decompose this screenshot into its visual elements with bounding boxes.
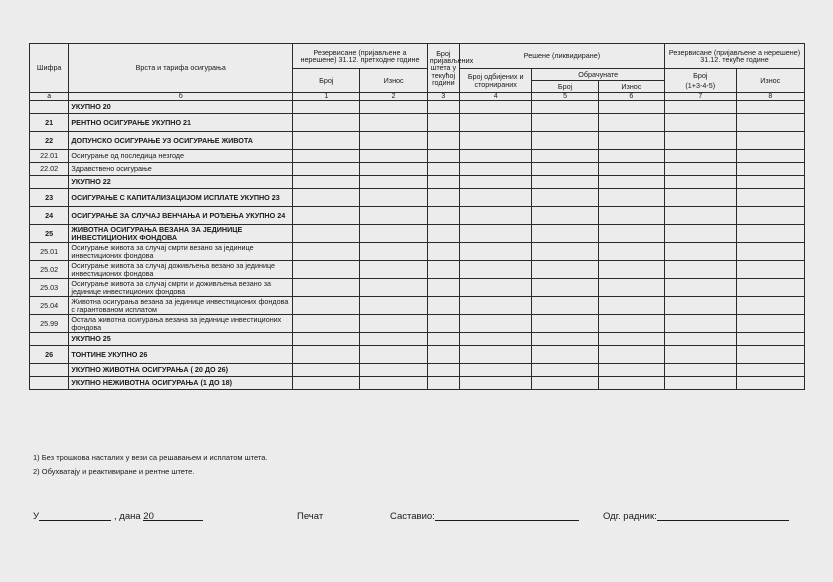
header-rejected: Број одбијених и сторнираних — [459, 69, 532, 93]
value-cell[interactable] — [293, 346, 360, 364]
value-cell[interactable] — [427, 114, 459, 132]
header-calc-amount: Износ — [598, 81, 664, 93]
row-description: УКУПНО НЕЖИВОТНА ОСИГУРАЊА (1 ДО 18) — [69, 377, 293, 390]
value-cell[interactable] — [427, 176, 459, 189]
value-cell[interactable] — [598, 364, 664, 377]
value-cell[interactable] — [736, 189, 804, 207]
index-cell: а — [30, 93, 69, 101]
value-cell[interactable] — [665, 279, 736, 297]
value-cell[interactable] — [532, 346, 598, 364]
header-prev-count: Број — [293, 69, 360, 93]
header-reserved-curr: Резервисане (пријављене а нерешене) 31.12. текуће године — [665, 44, 805, 69]
footnote: 1) Без трошкова насталих у вези са решавањем и исплатом штета. — [33, 453, 268, 462]
table-row — [30, 207, 805, 225]
value-cell[interactable] — [459, 176, 532, 189]
value-cell[interactable] — [532, 189, 598, 207]
table-row — [30, 101, 805, 114]
value-cell[interactable] — [598, 163, 664, 176]
value-cell[interactable] — [293, 243, 360, 261]
value-cell[interactable] — [665, 261, 736, 279]
value-cell[interactable] — [459, 163, 532, 176]
value-cell[interactable] — [532, 207, 598, 225]
value-cell[interactable] — [459, 101, 532, 114]
value-cell[interactable] — [360, 101, 427, 114]
row-code: 24 — [30, 207, 69, 225]
index-cell: 6 — [598, 93, 664, 101]
value-cell[interactable] — [293, 189, 360, 207]
row-code: 25.01 — [30, 243, 69, 261]
year-label: 20 — [143, 511, 154, 522]
value-cell[interactable] — [736, 297, 804, 315]
value-cell[interactable] — [665, 101, 736, 114]
value-cell[interactable] — [736, 377, 804, 390]
header-reserved-prev: Резервисане (пријављене а нерешене) 31.12. претходне године — [293, 44, 428, 69]
value-cell[interactable] — [293, 279, 360, 297]
header-count-formula: (1+3-4-5) — [685, 81, 716, 90]
value-cell[interactable] — [598, 114, 664, 132]
value-cell[interactable] — [736, 279, 804, 297]
value-cell[interactable] — [532, 261, 598, 279]
value-cell[interactable] — [598, 189, 664, 207]
value-cell[interactable] — [427, 225, 459, 243]
header-curr-count-cell — [665, 69, 736, 93]
value-cell[interactable] — [736, 101, 804, 114]
header-calc-count: Број — [532, 81, 598, 93]
value-cell[interactable] — [736, 346, 804, 364]
header-curr-amount: Износ — [736, 69, 804, 93]
table-row — [30, 346, 805, 364]
row-description: Здравствено осигурање — [69, 163, 293, 176]
value-cell[interactable] — [427, 333, 459, 346]
table-row — [30, 243, 805, 261]
value-cell[interactable] — [360, 150, 427, 163]
year-line[interactable] — [154, 511, 176, 521]
value-cell[interactable] — [665, 346, 736, 364]
value-cell[interactable] — [427, 261, 459, 279]
compiled-field — [390, 511, 435, 522]
value-cell[interactable] — [293, 132, 360, 150]
table-row — [30, 189, 805, 207]
value-cell[interactable] — [459, 297, 532, 315]
place-field — [33, 511, 39, 522]
value-cell[interactable] — [736, 150, 804, 163]
value-cell[interactable] — [532, 333, 598, 346]
value-cell[interactable] — [293, 150, 360, 163]
value-cell[interactable] — [598, 315, 664, 333]
value-cell[interactable] — [598, 279, 664, 297]
value-cell[interactable] — [736, 114, 804, 132]
row-code: 25.99 — [30, 315, 69, 333]
row-description: Животна осигурања везана за јединице инвестиционих фондова с гарантованом исплатом — [69, 297, 293, 315]
row-description: ДОПУНСКО ОСИГУРАЊЕ УЗ ОСИГУРАЊЕ ЖИВОТА — [69, 132, 293, 150]
value-cell[interactable] — [360, 132, 427, 150]
value-cell[interactable] — [532, 279, 598, 297]
row-description: ОСИГУРАЊЕ С КАПИТАЛИЗАЦИЈОМ ИСПЛАТЕ УКУПНО 23 — [69, 189, 293, 207]
row-description: УКУПНО 22 — [69, 176, 293, 189]
row-code — [30, 101, 69, 114]
value-cell[interactable] — [598, 101, 664, 114]
header-claims-count: Број пријављених штета у текућој години — [427, 44, 459, 93]
value-cell[interactable] — [427, 207, 459, 225]
row-code: 22.02 — [30, 163, 69, 176]
value-cell[interactable] — [532, 114, 598, 132]
value-cell[interactable] — [665, 243, 736, 261]
row-code: 22.01 — [30, 150, 69, 163]
row-description: Осигурање живота за случај доживљења везано за јединице инвестиционих фондова — [69, 261, 293, 279]
header-type: Врста и тарифа осигурања — [69, 44, 293, 93]
value-cell[interactable] — [360, 163, 427, 176]
value-cell[interactable] — [532, 150, 598, 163]
value-cell[interactable] — [427, 364, 459, 377]
header-calculated: Обрачунате — [532, 69, 665, 81]
value-cell[interactable] — [427, 279, 459, 297]
value-cell[interactable] — [360, 377, 427, 390]
value-cell[interactable] — [736, 176, 804, 189]
value-cell[interactable] — [459, 279, 532, 297]
index-cell: б — [69, 93, 293, 101]
footnotes — [33, 451, 268, 479]
value-cell[interactable] — [736, 163, 804, 176]
value-cell[interactable] — [736, 333, 804, 346]
responsible-label: Одг. радник: — [603, 511, 657, 522]
row-code — [30, 364, 69, 377]
value-cell[interactable] — [360, 364, 427, 377]
table-row — [30, 132, 805, 150]
table-row — [30, 364, 805, 377]
value-cell[interactable] — [736, 261, 804, 279]
value-cell[interactable] — [532, 297, 598, 315]
value-cell[interactable] — [665, 163, 736, 176]
table-row — [30, 114, 805, 132]
value-cell[interactable] — [665, 315, 736, 333]
header-curr-count: Број — [693, 70, 708, 80]
value-cell[interactable] — [293, 297, 360, 315]
header-prev-amount: Износ — [360, 69, 427, 93]
value-cell[interactable] — [532, 101, 598, 114]
compiled-line[interactable] — [435, 511, 579, 521]
value-cell[interactable] — [598, 377, 664, 390]
value-cell[interactable] — [360, 279, 427, 297]
index-cell: 8 — [736, 93, 804, 101]
value-cell[interactable] — [427, 297, 459, 315]
value-cell[interactable] — [360, 333, 427, 346]
value-cell[interactable] — [665, 189, 736, 207]
place-label: У — [33, 511, 40, 522]
value-cell[interactable] — [665, 333, 736, 346]
row-code — [30, 377, 69, 390]
value-cell[interactable] — [427, 315, 459, 333]
value-cell[interactable] — [459, 114, 532, 132]
value-cell[interactable] — [293, 364, 360, 377]
value-cell[interactable] — [598, 150, 664, 163]
value-cell[interactable] — [532, 176, 598, 189]
value-cell[interactable] — [736, 132, 804, 150]
value-cell[interactable] — [360, 243, 427, 261]
value-cell[interactable] — [427, 163, 459, 176]
value-cell[interactable] — [459, 243, 532, 261]
value-cell[interactable] — [665, 225, 736, 243]
value-cell[interactable] — [598, 297, 664, 315]
responsible-field — [603, 511, 657, 522]
value-cell[interactable] — [532, 315, 598, 333]
row-code: 21 — [30, 114, 69, 132]
value-cell[interactable] — [459, 315, 532, 333]
value-cell[interactable] — [736, 243, 804, 261]
value-cell[interactable] — [427, 189, 459, 207]
value-cell[interactable] — [293, 207, 360, 225]
footnote: 2) Обухватају и реактивиране и рентне штете. — [33, 467, 195, 476]
value-cell[interactable] — [293, 114, 360, 132]
header-resolved: Решене (ликвидиране) — [459, 44, 664, 69]
value-cell[interactable] — [532, 243, 598, 261]
value-cell[interactable] — [665, 114, 736, 132]
value-cell[interactable] — [736, 207, 804, 225]
stamp-label: Печат — [297, 511, 324, 522]
value-cell[interactable] — [293, 377, 360, 390]
value-cell[interactable] — [532, 132, 598, 150]
table-row — [30, 225, 805, 243]
value-cell[interactable] — [665, 132, 736, 150]
row-description: УКУПНО ЖИВОТНА ОСИГУРАЊА ( 20 ДО 26) — [69, 364, 293, 377]
value-cell[interactable] — [427, 132, 459, 150]
compiled-label: Саставио: — [390, 511, 435, 522]
value-cell[interactable] — [459, 225, 532, 243]
value-cell[interactable] — [532, 163, 598, 176]
value-cell[interactable] — [665, 150, 736, 163]
table-row — [30, 261, 805, 279]
value-cell[interactable] — [360, 261, 427, 279]
value-cell[interactable] — [665, 377, 736, 390]
value-cell[interactable] — [665, 364, 736, 377]
value-cell[interactable] — [360, 346, 427, 364]
value-cell[interactable] — [598, 176, 664, 189]
signature-footer — [33, 511, 803, 525]
row-description: Остала животна осигурања везана за јединице инвестиционих фондова — [69, 315, 293, 333]
index-cell: 2 — [360, 93, 427, 101]
date-label: , дана — [114, 511, 141, 522]
value-cell[interactable] — [293, 333, 360, 346]
value-cell[interactable] — [459, 377, 532, 390]
table-row — [30, 333, 805, 346]
row-description: Осигурање живота за случај смрти везано за јединице инвестиционих фондова — [69, 243, 293, 261]
value-cell[interactable] — [360, 225, 427, 243]
value-cell[interactable] — [459, 150, 532, 163]
responsible-line[interactable] — [657, 511, 789, 521]
value-cell[interactable] — [360, 207, 427, 225]
value-cell[interactable] — [532, 377, 598, 390]
value-cell[interactable] — [598, 243, 664, 261]
index-row — [30, 93, 805, 101]
index-cell: 3 — [427, 93, 459, 101]
row-code: 23 — [30, 189, 69, 207]
date-field — [114, 511, 154, 522]
value-cell[interactable] — [459, 364, 532, 377]
place-line[interactable] — [39, 511, 111, 521]
row-code: 25.04 — [30, 297, 69, 315]
value-cell[interactable] — [665, 207, 736, 225]
value-cell[interactable] — [736, 315, 804, 333]
value-cell[interactable] — [665, 176, 736, 189]
value-cell[interactable] — [293, 225, 360, 243]
table-row — [30, 176, 805, 189]
row-code — [30, 333, 69, 346]
value-cell[interactable] — [427, 346, 459, 364]
row-description: УКУПНО 25 — [69, 333, 293, 346]
value-cell[interactable] — [459, 261, 532, 279]
value-cell[interactable] — [293, 315, 360, 333]
row-description: УКУПНО 20 — [69, 101, 293, 114]
value-cell[interactable] — [598, 225, 664, 243]
value-cell[interactable] — [532, 225, 598, 243]
value-cell[interactable] — [459, 189, 532, 207]
table-row — [30, 315, 805, 333]
value-cell[interactable] — [598, 346, 664, 364]
row-code: 26 — [30, 346, 69, 364]
row-description: ТОНТИНЕ УКУПНО 26 — [69, 346, 293, 364]
value-cell[interactable] — [598, 333, 664, 346]
value-cell[interactable] — [293, 176, 360, 189]
row-code: 25 — [30, 225, 69, 243]
value-cell[interactable] — [427, 150, 459, 163]
row-code: 25.02 — [30, 261, 69, 279]
value-cell[interactable] — [427, 101, 459, 114]
value-cell[interactable] — [360, 297, 427, 315]
table-row — [30, 297, 805, 315]
value-cell[interactable] — [427, 377, 459, 390]
table-row — [30, 279, 805, 297]
value-cell[interactable] — [293, 163, 360, 176]
row-description: ОСИГУРАЊЕ ЗА СЛУЧАЈ ВЕНЧАЊА И РОЂЕЊА УКУПНО 24 — [69, 207, 293, 225]
value-cell[interactable] — [459, 207, 532, 225]
row-description: Осигурање од последица незгоде — [69, 150, 293, 163]
value-cell[interactable] — [736, 225, 804, 243]
value-cell[interactable] — [360, 189, 427, 207]
table-row — [30, 377, 805, 390]
row-description: Осигурање живота за случај смрти и доживљења везано за јединице инвестиционих фондова — [69, 279, 293, 297]
value-cell[interactable] — [598, 261, 664, 279]
row-code: 25.03 — [30, 279, 69, 297]
row-description: РЕНТНО ОСИГУРАЊЕ УКУПНО 21 — [69, 114, 293, 132]
claims-table — [29, 43, 805, 390]
value-cell[interactable] — [360, 114, 427, 132]
index-cell: 4 — [459, 93, 532, 101]
table-row — [30, 163, 805, 176]
value-cell[interactable] — [459, 132, 532, 150]
row-description: ЖИВОТНА ОСИГУРАЊА ВЕЗАНА ЗА ЈЕДИНИЦЕ ИНВЕСТИЦИОНИХ ФОНДОВА — [69, 225, 293, 243]
row-code: 22 — [30, 132, 69, 150]
value-cell[interactable] — [459, 333, 532, 346]
value-cell[interactable] — [665, 297, 736, 315]
index-cell: 7 — [665, 93, 736, 101]
index-cell: 5 — [532, 93, 598, 101]
row-code — [30, 176, 69, 189]
value-cell[interactable] — [459, 346, 532, 364]
value-cell[interactable] — [736, 364, 804, 377]
index-cell: 1 — [293, 93, 360, 101]
value-cell[interactable] — [293, 261, 360, 279]
value-cell[interactable] — [532, 364, 598, 377]
value-cell[interactable] — [293, 101, 360, 114]
value-cell[interactable] — [360, 176, 427, 189]
value-cell[interactable] — [427, 243, 459, 261]
header-code: Шифра — [30, 44, 69, 93]
value-cell[interactable] — [360, 315, 427, 333]
value-cell[interactable] — [598, 132, 664, 150]
table-row — [30, 150, 805, 163]
value-cell[interactable] — [598, 207, 664, 225]
